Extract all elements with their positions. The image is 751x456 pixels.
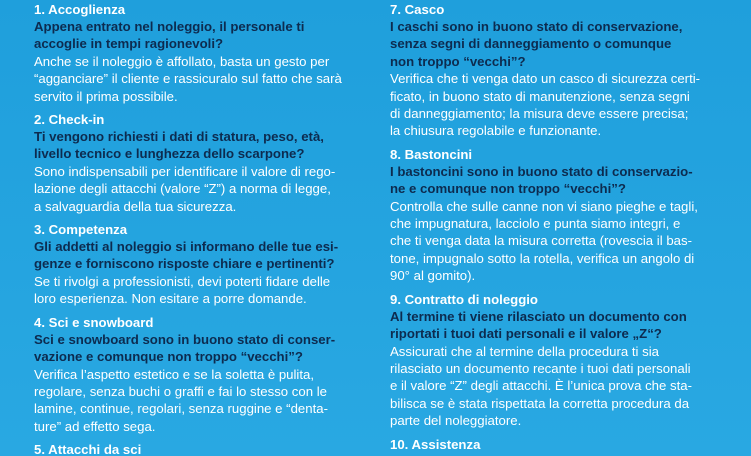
body-line: ficato, in buono stato di manutenzione, senza segni xyxy=(390,88,690,104)
body-line: servito il prima possibile. xyxy=(34,88,178,104)
body-line: regolare, senza buchi o graffi e fai lo stesso con le xyxy=(34,383,327,399)
section-competenza xyxy=(34,221,376,308)
body-line: Controlla che sulle canne non vi siano pieghe e tagli, xyxy=(390,198,698,214)
body-line: Verifica che ti venga dato un casco di sicurezza certi- xyxy=(390,71,701,87)
section-heading: 10. Assistenza xyxy=(390,436,481,452)
question-line: I bastoncini sono in buono stato di conservazio- xyxy=(390,163,693,179)
section-sci-snowboard xyxy=(34,314,376,435)
question-line: ne e comunque non troppo “vecchi”? xyxy=(390,181,626,197)
section-bastoncini xyxy=(390,146,720,285)
question-line: non troppo “vecchi”? xyxy=(390,53,526,69)
section-assistenza xyxy=(390,436,720,453)
question-line: Sci e snowboard sono in buono stato di conser- xyxy=(34,331,336,347)
body-line: a salvaguardia della tua sicurezza. xyxy=(34,198,237,214)
question-line: Ti vengono richiesti i dati di statura, peso, età, xyxy=(34,129,324,145)
section-heading: 5. Attacchi da sci xyxy=(34,442,142,456)
body-line: che ti venga data la misura corretta (rovescia il bas- xyxy=(390,233,692,249)
question-line: livello tecnico e lunghezza dello scarpone? xyxy=(34,146,305,162)
section-contratto xyxy=(390,291,720,430)
body-line: bilisca se è stata rispettata la corretta procedura da xyxy=(390,395,690,411)
body-line: “agganciare” il cliente e rassicuralo sul fatto che sarà xyxy=(34,71,342,87)
question-line: vazione e comunque non troppo “vecchi”? xyxy=(34,349,303,365)
section-heading: 1. Accoglienza xyxy=(34,2,126,17)
section-heading: 2. Check-in xyxy=(34,112,105,128)
body-line: lamine, continue, regolari, senza ruggine e “denta- xyxy=(34,401,328,417)
section-attacchi xyxy=(34,441,376,456)
body-line: e il valore “Z” degli attacchi. È l’unica prova che sta- xyxy=(390,378,692,394)
body-line: Sono indispensabili per identificare il valore di rego- xyxy=(34,163,336,179)
section-heading: 9. Contratto di noleggio xyxy=(390,291,538,307)
question-line: I caschi sono in buono stato di conservazione, xyxy=(390,19,683,34)
body-line: di danneggiamento; la misura deve essere precisa; xyxy=(390,106,689,122)
section-casco xyxy=(390,1,720,140)
body-line: rilasciato un documento recante i tuoi dati personali xyxy=(390,360,691,376)
body-line: lazione degli attacchi (valore “Z”) a norma di legge, xyxy=(34,181,331,197)
body-line: loro esperienza. Non esitare a porre domande. xyxy=(34,291,307,307)
section-heading: 3. Competenza xyxy=(34,222,128,238)
body-line: che impugnatura, lacciolo e punta siamo integri, e xyxy=(390,216,681,232)
question-line: Appena entrato nel noleggio, il personale ti xyxy=(34,19,305,34)
body-line: tone, impugnalo sotto la rotella, verifica un angolo di xyxy=(390,250,695,266)
left-column xyxy=(34,1,376,456)
section-check-in xyxy=(34,111,376,215)
body-line: Assicurati che al termine della procedura ti sia xyxy=(390,343,660,359)
question-line: senza segni di danneggiamento o comunque xyxy=(390,36,672,52)
question-line: Al termine ti viene rilasciato un documento con xyxy=(390,308,687,324)
section-accoglienza xyxy=(34,1,376,105)
body-line: Anche se il noleggio è affollato, basta un gesto per xyxy=(34,53,330,69)
body-line: la chiusura regolabile e funzionante. xyxy=(390,123,602,139)
question-line: Gli addetti al noleggio si informano delle tue esi- xyxy=(34,239,339,255)
right-column xyxy=(390,1,720,453)
body-line: Verifica l’aspetto estetico e se la soletta è pulita, xyxy=(34,366,315,382)
body-line: ture” ad effetto sega. xyxy=(34,418,156,434)
question-line: genze e forniscono risposte chiare e pertinenti? xyxy=(34,256,335,272)
body-line: parte del noleggiatore. xyxy=(390,413,522,429)
question-line: riportati i tuoi dati personali e il valore „Z“? xyxy=(390,326,662,342)
body-line: 90° al gomito). xyxy=(390,268,476,284)
section-heading: 4. Sci e snowboard xyxy=(34,314,154,330)
section-heading: 8. Bastoncini xyxy=(390,146,473,162)
body-line: Se ti rivolgi a professionisti, devi poterti fidare delle xyxy=(34,273,331,289)
question-line: accoglie in tempi ragionevoli? xyxy=(34,36,224,52)
section-heading: 7. Casco xyxy=(390,2,445,17)
